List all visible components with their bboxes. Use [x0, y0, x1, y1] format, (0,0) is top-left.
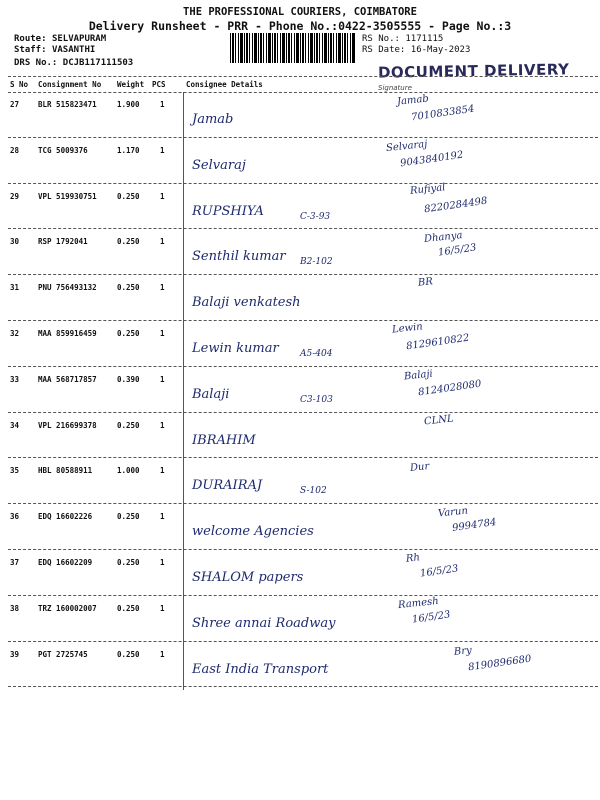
- row-signature-phone: 9994784: [451, 517, 498, 535]
- row-divider: [8, 686, 598, 687]
- row-consignee-handwriting: welcome Agencies: [192, 524, 314, 540]
- row-signature-phone: 16/5/23: [437, 242, 478, 260]
- row-weight: 0.390: [117, 374, 140, 384]
- row-pcs: 1: [160, 603, 165, 613]
- row-consignment-no: BLR 515823471: [38, 100, 97, 109]
- row-signature-phone: 16/5/23: [419, 563, 460, 580]
- row-signature: Ramesh: [397, 595, 440, 611]
- row-sno: 32: [10, 329, 20, 338]
- row-consignee-handwriting: SHALOM papers: [192, 570, 304, 585]
- row-consignment-no: RSP 1792041: [38, 237, 88, 247]
- row-signature-phone: 8124028080: [417, 378, 483, 399]
- col-header-sno: S No: [10, 80, 29, 89]
- row-consignee-handwriting: Lewin kumar: [192, 341, 279, 356]
- row-consignee-handwriting: East India Transport: [192, 661, 329, 677]
- rs-no-label: RS No.:: [362, 34, 400, 44]
- table-top-rule: [8, 76, 598, 77]
- row-signature: BR: [417, 276, 434, 289]
- row-consignee-handwriting: Shree annai Roadway: [192, 615, 336, 631]
- row-signature-phone: 8190896680: [467, 653, 533, 673]
- row-divider: [8, 549, 598, 550]
- row-pcs: 1: [160, 100, 165, 109]
- row-flat-note: C3-103: [300, 394, 333, 405]
- row-pcs: 1: [160, 145, 165, 155]
- row-sno: 28: [10, 145, 20, 155]
- row-pcs: 1: [160, 466, 165, 476]
- rs-date-value: 16-May-2023: [410, 45, 471, 55]
- row-signature: Dur: [409, 461, 430, 475]
- row-consignment-no: VPL 216699378: [38, 420, 97, 430]
- row-consignee-handwriting: Selvaraj: [192, 157, 246, 173]
- row-weight: 0.250: [117, 603, 140, 613]
- row-consignment-no: HBL 80588911: [38, 466, 93, 476]
- row-signature-phone: 16/5/23: [411, 609, 452, 626]
- route-info: [14, 34, 106, 44]
- row-pcs: 1: [160, 512, 165, 522]
- row-sno: 38: [10, 603, 20, 613]
- row-consignment-no: MAA 568717857: [38, 374, 97, 384]
- row-consignment-no: EDQ 16602226: [38, 512, 93, 522]
- col-header-consignee: Consignee Details: [186, 80, 263, 89]
- row-pcs: 1: [160, 329, 165, 338]
- rs-date-info: [362, 45, 470, 55]
- row-divider: [8, 641, 598, 642]
- row-sno: 39: [10, 649, 20, 659]
- row-consignee-handwriting: DURAIRAJ: [192, 478, 263, 494]
- row-divider: [8, 457, 598, 458]
- row-sno: 30: [10, 237, 20, 247]
- row-sno: 35: [10, 466, 20, 476]
- row-consignment-no: MAA 859916459: [38, 329, 97, 338]
- row-pcs: 1: [160, 237, 165, 247]
- row-divider: [8, 412, 598, 413]
- route-label: Route:: [14, 34, 47, 44]
- row-signature: Balaji: [403, 368, 434, 383]
- row-weight: 1.900: [117, 100, 140, 109]
- rs-no-value: 1171115: [405, 34, 444, 44]
- row-sno: 29: [10, 191, 20, 201]
- row-sno: 33: [10, 374, 20, 384]
- rs-no-info: [362, 34, 443, 44]
- row-weight: 1.170: [117, 145, 140, 155]
- row-consignee-handwriting: IBRAHIM: [192, 432, 256, 448]
- row-divider: [8, 228, 598, 229]
- row-consignment-no: EDQ 16602209: [38, 558, 93, 567]
- row-pcs: 1: [160, 374, 165, 384]
- row-consignment-no: VPL 519930751: [38, 191, 97, 201]
- col-header-signature: Signature: [378, 84, 412, 92]
- row-weight: 0.250: [117, 283, 140, 293]
- row-sno: 31: [10, 283, 20, 293]
- staff-label: Staff:: [14, 45, 47, 55]
- row-pcs: 1: [160, 191, 165, 201]
- row-sno: 27: [10, 100, 20, 109]
- staff-info: [14, 45, 95, 55]
- drs-label: DRS No.:: [14, 58, 58, 68]
- row-divider: [8, 183, 598, 184]
- document-subtitle: Delivery Runsheet - PRR - Phone No.:0422-3505555 - Page No.:3: [88, 19, 512, 33]
- row-consignment-no: PNU 756493132: [38, 283, 97, 293]
- row-signature: Rufiyal: [409, 181, 446, 197]
- row-signature: Dhanya: [423, 230, 463, 246]
- staff-value: VASANTHI: [51, 45, 96, 55]
- row-divider: [8, 595, 598, 596]
- rs-date-label: RS Date:: [362, 45, 406, 55]
- row-divider: [8, 274, 598, 275]
- row-pcs: 1: [160, 649, 165, 659]
- row-consignee-handwriting: Balaji: [192, 386, 230, 402]
- row-divider: [8, 137, 598, 138]
- row-signature: Rh: [405, 552, 421, 565]
- header-bottom-rule: [8, 92, 598, 93]
- row-signature: Varun: [437, 505, 469, 520]
- row-pcs: 1: [160, 420, 165, 430]
- route-value: SELVAPURAM: [51, 34, 107, 44]
- row-signature: Jamab: [396, 93, 430, 108]
- row-signature: CLNL: [423, 413, 455, 428]
- col-header-weight: Weight: [117, 80, 145, 89]
- row-pcs: 1: [160, 283, 165, 293]
- row-consignment-no: PGT 2725745: [38, 649, 88, 659]
- row-signature: Bry: [453, 644, 473, 658]
- row-weight: 0.250: [117, 558, 140, 567]
- row-sno: 36: [10, 512, 20, 522]
- row-weight: 0.250: [117, 649, 140, 659]
- row-sno: 34: [10, 420, 20, 430]
- row-weight: 0.250: [117, 420, 140, 430]
- row-flat-note: A5-404: [300, 349, 333, 359]
- row-consignee-handwriting: Senthil kumar: [192, 249, 286, 265]
- row-flat-note: B2-102: [300, 257, 333, 268]
- row-signature-phone: 8129610822: [405, 332, 471, 353]
- row-weight: 1.000: [117, 466, 140, 476]
- row-signature: Lewin: [391, 321, 424, 336]
- row-pcs: 1: [160, 558, 165, 567]
- row-divider: [8, 366, 598, 367]
- row-weight: 0.250: [117, 237, 140, 247]
- row-consignee-handwriting: RUPSHIYA: [192, 203, 264, 219]
- document-title: THE PROFESSIONAL COURIERS, COIMBATORE: [183, 6, 417, 18]
- row-weight: 0.250: [117, 191, 140, 201]
- row-signature-phone: 8220284498: [423, 195, 489, 215]
- row-flat-note: S-102: [300, 486, 327, 497]
- col-header-consignment: Consignment No: [38, 80, 102, 89]
- row-signature: Selvaraj: [385, 138, 428, 154]
- row-flat-note: C-3-93: [300, 211, 331, 222]
- row-weight: 0.250: [117, 512, 140, 522]
- drs-info: [14, 58, 133, 68]
- row-consignment-no: TCG 5009376: [38, 145, 88, 155]
- row-consignee-handwriting: Balaji venkatesh: [192, 295, 301, 311]
- barcode: [230, 33, 355, 63]
- col-header-pcs: PCS: [152, 80, 166, 89]
- row-sno: 37: [10, 558, 20, 567]
- row-weight: 0.250: [117, 329, 140, 338]
- row-signature-phone: 7010833854: [410, 103, 476, 124]
- row-divider: [8, 503, 598, 504]
- document-delivery-stamp: DOCUMENT DELIVERY: [377, 60, 570, 82]
- drs-value: DCJB117111503: [62, 58, 134, 68]
- row-divider: [8, 320, 598, 321]
- row-consignee-handwriting: Jamab: [192, 112, 234, 127]
- row-signature-phone: 9043840192: [399, 149, 465, 170]
- row-consignment-no: TRZ 160002007: [38, 603, 97, 613]
